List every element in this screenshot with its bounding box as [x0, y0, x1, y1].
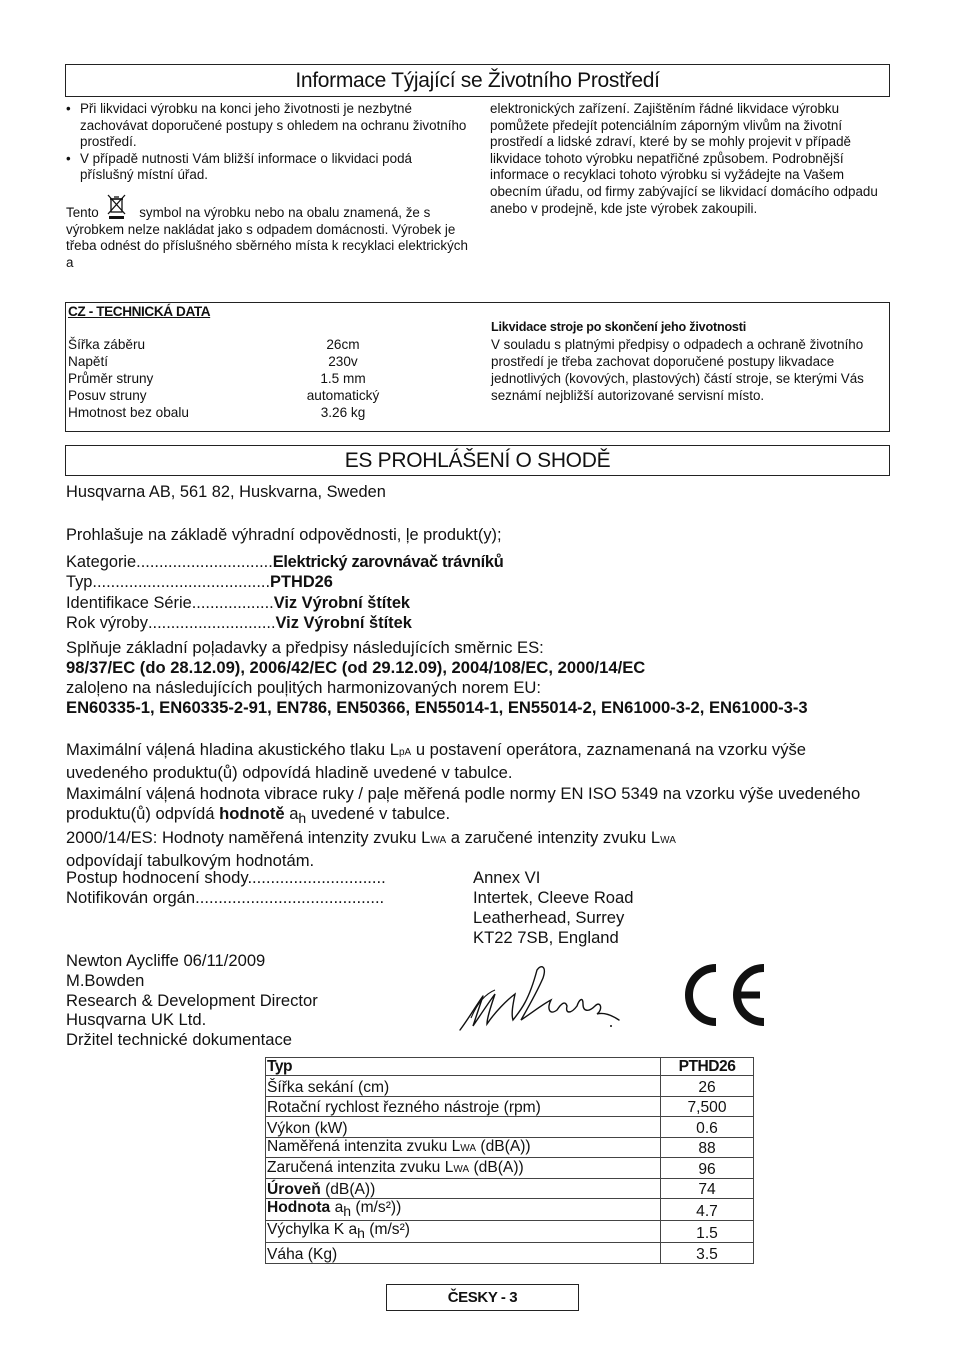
rok-row	[66, 613, 866, 634]
spec-value: 1.5	[661, 1221, 754, 1243]
table-row	[266, 1243, 754, 1264]
serie-label: Identifikace Série	[66, 593, 192, 612]
typ-row	[66, 572, 866, 593]
spec-label-sub: h	[357, 1225, 365, 1241]
tech-label: Posuv struny	[68, 388, 147, 403]
signature-image	[455, 960, 625, 1035]
spec-label-bold: Hodnota	[267, 1199, 331, 1216]
tech-row	[68, 336, 428, 353]
compliance-block	[66, 638, 886, 717]
spec-label-text: Váha (Kg)	[267, 1245, 338, 1263]
spec-label-sub: h	[343, 1203, 352, 1219]
tech-row	[68, 370, 428, 387]
serie-row	[66, 592, 866, 613]
tech-value: 3.26 kg	[320, 405, 366, 420]
spec-label-text: a	[330, 1199, 344, 1216]
leader-dots: ..............................	[136, 552, 273, 571]
tech-data-box	[65, 302, 890, 432]
tech-value: 230v	[328, 354, 358, 369]
rok-value: Viz Výrobní štítek	[275, 614, 412, 632]
page-label-box	[386, 1284, 579, 1311]
spec-label-text: (dB(A))	[476, 1138, 531, 1155]
spec-label-text: Rotační rychlost řezného nástroje (rpm)	[267, 1099, 541, 1116]
table-row	[266, 1178, 754, 1199]
spec-value: 74	[661, 1178, 754, 1199]
crossed-bin-icon	[106, 194, 128, 220]
postup-label: Postup hodnocení shody	[66, 868, 248, 887]
tech-label: Napětí	[68, 354, 109, 369]
organ-line: KT22 7SB, England	[473, 928, 619, 947]
tech-value: automatický	[306, 388, 380, 403]
organ-address	[473, 888, 634, 948]
organ-line: Leatherhead, Surrey	[473, 908, 625, 927]
organ-line: Intertek, Cleeve Road	[473, 888, 634, 907]
kategorie-row	[66, 551, 866, 572]
spec-label-text: Zaručená intenzita zvuku L	[267, 1158, 454, 1176]
table-row	[266, 1221, 754, 1243]
leader-dots: ............................	[147, 614, 276, 632]
declaration-statement: Prohlašuje na základě výhradní odpovědnosti, ļe produkt(y);	[66, 526, 502, 544]
bullet-item: • V případě nutnosti Vám bližší informace o likvidaci podá příslušný místní úřad.	[66, 151, 468, 184]
table-row	[266, 1158, 754, 1179]
complies-text: Splňuje základní poļadavky a předpisy následujících směrnic ES:	[66, 638, 544, 657]
vibration-text-2: uvedené v tabulce.	[306, 804, 451, 823]
spec-value: 26	[661, 1076, 754, 1097]
disposal-heading: Likvidace stroje po skončení jeho životnosti	[491, 320, 747, 334]
leader-dots: ..................	[191, 593, 274, 612]
spec-label-text: Výchylka K a	[267, 1221, 358, 1238]
spec-label	[266, 1117, 661, 1138]
spec-value: 3.5	[661, 1243, 754, 1264]
environment-title-box	[65, 64, 890, 97]
es-text-1: 2000/14/ES: Hodnoty naměřená intenzity zvuku L	[66, 828, 431, 847]
environment-right-text: elektronických zařízení. Zajištěním řádné likvidace výrobku pomůžete předejít potenciálním záporným vlivům na životní prostředí a lidské zdraví, které by se mohly projevit v případě likvidace tohoto výrobku nepatřičné způsobem. Podrobnější informace o recyklaci tohoto výrobku si vyžádejte na Vašem obecním úřadu, od firmy zabývající se likvidací domácího odpadu anebo v prodejně, kde jste výrobek zakoupili.	[490, 101, 878, 216]
spec-value: 4.7	[661, 1199, 754, 1221]
vibration-text-1: Maximální váļená hodnota vibrace ruky / paļe měřená podle normy EN ISO 5349 na vzorku výše uvedeného produktu(ů) odpvídá	[66, 784, 861, 823]
es-sub-2: WA	[660, 835, 676, 846]
spec-label	[266, 1096, 661, 1117]
signer-block	[66, 951, 318, 1050]
es-text-2: a zaručené intenzity zvuku L	[446, 828, 661, 847]
rok-label: Rok výroby	[66, 614, 148, 632]
postup-row	[66, 868, 386, 888]
spec-label	[266, 1199, 661, 1221]
declaration-title-box	[65, 445, 890, 476]
spec-label-text: (m/s²)	[364, 1221, 410, 1238]
es-sub-1: WA	[430, 835, 447, 846]
based-on-text: zaloļeno na následujících pouļitých harmonizovaných norem EU:	[66, 678, 542, 697]
tech-label: Hmotnost bez obalu	[68, 405, 189, 420]
table-row	[266, 1076, 754, 1097]
spec-label-text: Výkon (kW)	[267, 1119, 348, 1137]
tech-label: Šířka záběru	[68, 337, 146, 352]
table-row	[266, 1096, 754, 1117]
symbol-prefix: Tento	[66, 204, 99, 220]
product-details	[66, 551, 866, 633]
spec-label	[266, 1158, 661, 1179]
leader-dots: ..............................	[247, 868, 386, 887]
bullet-item: • Při likvidaci výrobku na konci jeho životnosti je nezbytné zachovávat doporučené postupy s ohledem na ochranu životního prostředí.	[66, 101, 467, 150]
postup-value: Annex VI	[473, 868, 541, 887]
kategorie-value: Elektrický zarovnávač trávníků	[272, 552, 504, 571]
signer-line: M.Bowden	[66, 970, 145, 990]
es-paragraph	[66, 828, 886, 871]
symbol-paragraph	[66, 194, 468, 271]
vibration-sub: h	[298, 810, 307, 826]
leader-dots: .......................................	[92, 573, 271, 591]
manufacturer-address: Husqvarna AB, 561 82, Huskvarna, Sweden	[66, 483, 386, 501]
spec-value: 96	[661, 1158, 754, 1179]
bullet-text: Při likvidaci výrobku na konci jeho životnosti je nezbytné zachovávat doporučené postupy s ohledem na ochranu životního prostředí.	[80, 101, 467, 150]
tech-data-table	[68, 336, 428, 421]
typ-value: PTHD26	[270, 573, 333, 591]
signer-line: Držitel technické dokumentace	[66, 1030, 292, 1050]
table-row	[266, 1137, 754, 1158]
tech-label: Průměr struny	[68, 371, 154, 386]
kategorie-label: Kategorie	[66, 552, 137, 571]
spec-header-value: PTHD26	[661, 1058, 754, 1076]
spec-label	[266, 1076, 661, 1097]
disposal-text: V souladu s platnými předpisy o odpadech a ochraně životního prostředí je třeba zachovat doporučené postupy likvadace jednotlivých (kovových, plastových) částí stroje, se kterými Vás seznámí nejbližší autorizované servisní místo.	[491, 337, 864, 403]
ce-mark-icon	[676, 962, 770, 1028]
spec-value: 0.6	[661, 1117, 754, 1138]
vibration-a: a	[284, 804, 299, 823]
typ-label: Typ	[66, 573, 93, 591]
spec-label	[266, 1137, 661, 1158]
spec-label-text: Naměřená intenzita zvuku L	[267, 1138, 461, 1155]
signer-line: Husqvarna UK Ltd.	[66, 1010, 207, 1030]
noise-paragraph	[66, 740, 886, 783]
spec-label	[266, 1178, 661, 1199]
noise-text-2: u postavení operátora, zaznamenaná na vzorku výše uvedeného produktu(ů) odpovídá hladině uvedené v tabulce.	[66, 740, 807, 782]
table-row	[266, 1199, 754, 1221]
organ-row	[66, 888, 384, 908]
noise-sub: pA	[399, 747, 412, 758]
spec-value: 7,500	[661, 1096, 754, 1117]
spec-label-text: (dB(A))	[320, 1181, 376, 1198]
signer-line: Newton Aycliffe 06/11/2009	[66, 951, 266, 970]
tech-row	[68, 404, 428, 421]
page-label: ČESKY - 3	[447, 1289, 518, 1306]
noise-text-1: Maximální váļená hladina akustického tlaku L	[66, 740, 399, 759]
environment-title: Informace Týjající se Životního Prostředí	[295, 68, 660, 92]
tech-row	[68, 353, 428, 370]
tech-value: 1.5 mm	[320, 371, 366, 386]
spec-label	[266, 1243, 661, 1264]
bullet-text: V případě nutnosti Vám bližší informace o likvidaci podá příslušný místní úřad.	[80, 150, 412, 183]
spec-header-label: Typ	[266, 1058, 661, 1076]
spec-label-text: (m/s²))	[351, 1199, 402, 1216]
table-row	[266, 1058, 754, 1076]
organ-label: Notifikován orgán	[66, 888, 196, 907]
directives-list: 98/37/EC (do 28.12.09), 2006/42/EC (od 29.12.09), 2004/108/EC, 2000/14/EC	[66, 658, 646, 677]
declaration-title: ES PROHLÁŠENÍ O SHODĚ	[344, 448, 611, 472]
standards-list: EN60335-1, EN60335-2-91, EN786, EN50366, EN55014-1, EN55014-2, EN61000-3-2, EN61000-3-3	[66, 698, 808, 717]
spec-table	[265, 1057, 754, 1264]
spec-label-sub: WA	[453, 1163, 470, 1175]
es-text-3: odpovídají tabulkovým hodnotám.	[66, 851, 315, 870]
table-row	[266, 1117, 754, 1138]
vibration-bold: hodnotě	[219, 804, 285, 823]
spec-label	[266, 1221, 661, 1243]
vibration-paragraph	[66, 784, 888, 828]
leader-dots: .........................................	[195, 888, 385, 907]
spec-label-sub: WA	[460, 1143, 477, 1154]
tech-data-heading: CZ - TECHNICKÁ DATA	[68, 304, 211, 319]
spec-label-bold: Úroveň	[267, 1181, 321, 1198]
spec-label-text: (dB(A))	[469, 1158, 524, 1176]
tech-value: 26cm	[326, 337, 360, 352]
serie-value: Viz Výrobní štítek	[273, 593, 411, 612]
symbol-text: symbol na výrobku nebo na obalu znamená, že s výrobkem nelze nakládat jako s odpadem domácnosti. Výrobek je třeba odnést do příslušného sběrného místa k recyklaci elektrických a	[66, 204, 468, 270]
spec-value: 88	[661, 1137, 754, 1158]
environment-right-column	[490, 101, 888, 217]
environment-left-column	[66, 101, 468, 271]
spec-label-text: Šířka sekání (cm)	[267, 1078, 390, 1096]
signer-line: Research & Development Director	[66, 990, 318, 1010]
tech-row	[68, 387, 428, 404]
